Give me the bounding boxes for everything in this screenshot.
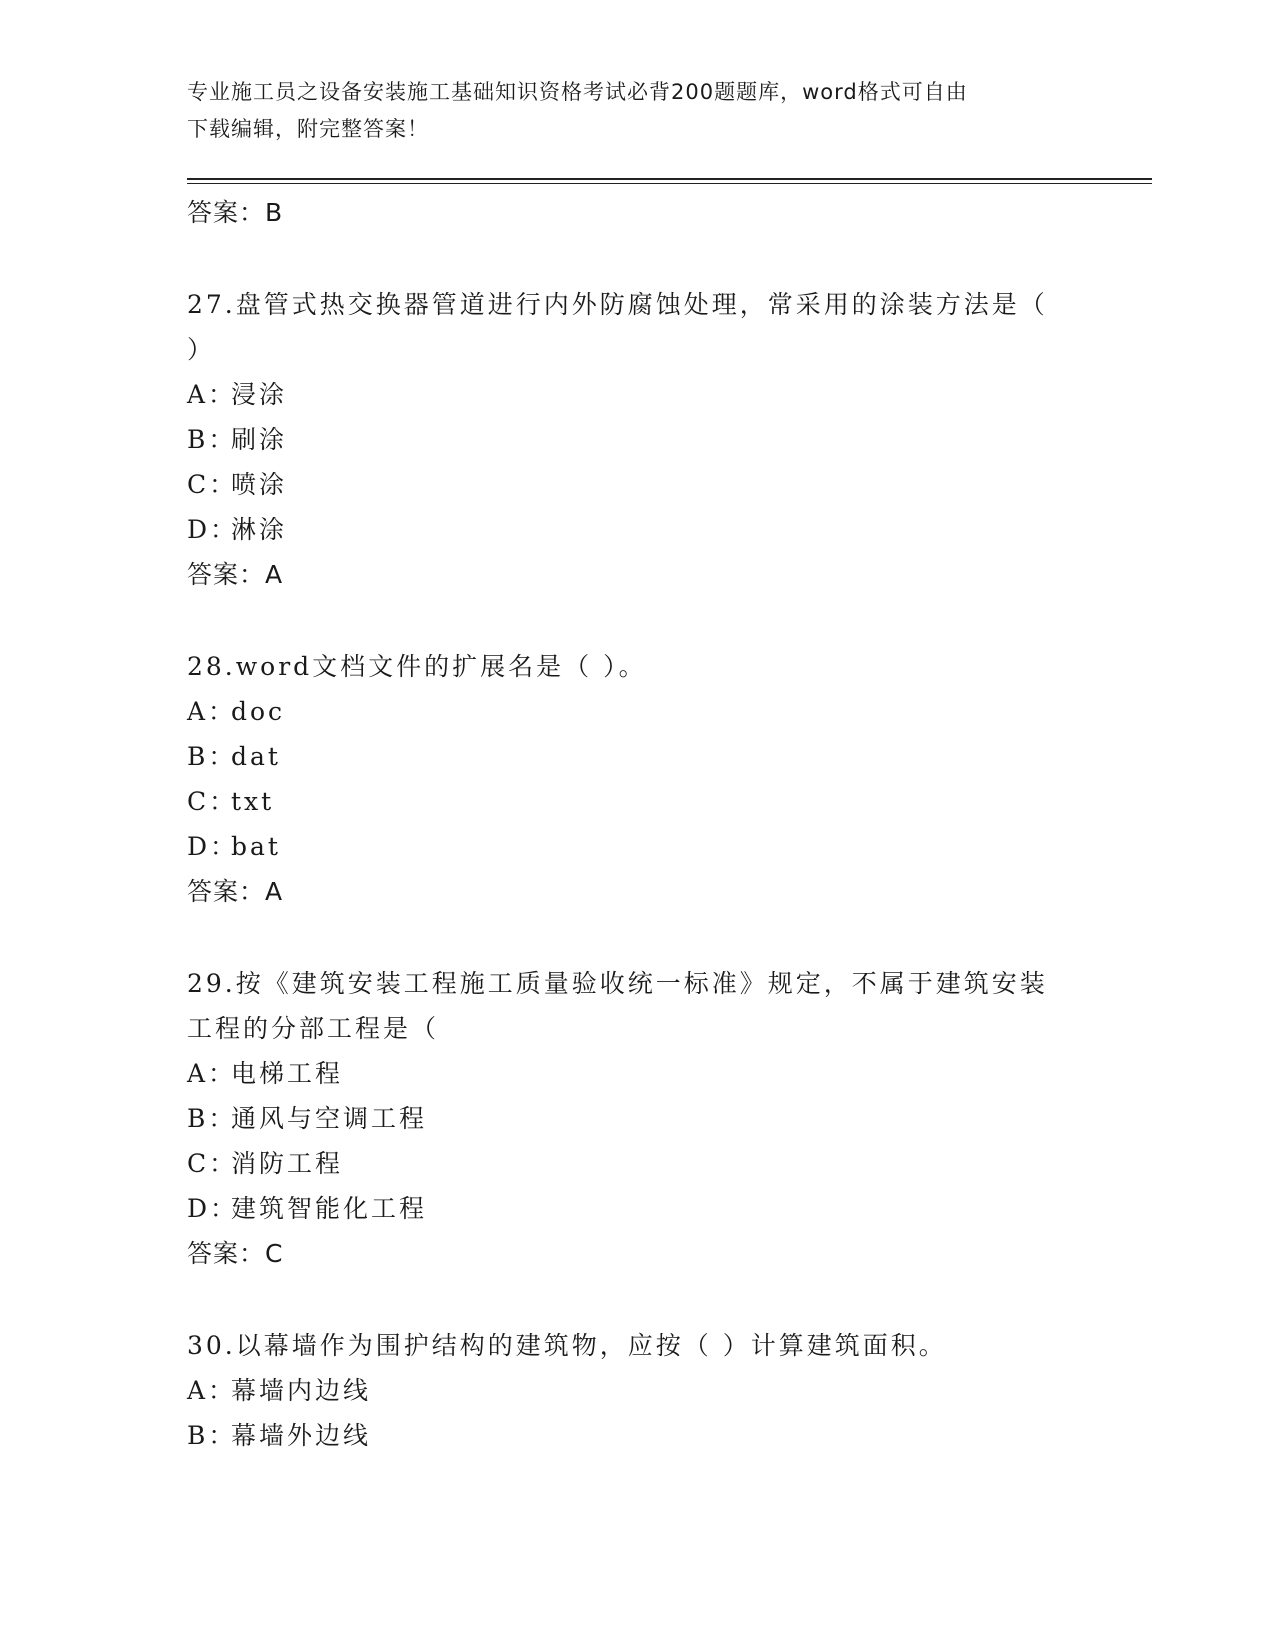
option-b (187, 1096, 1087, 1141)
option-text: bat (231, 832, 281, 861)
option-text: 电梯工程 (231, 1059, 344, 1088)
answer: 答案：C (187, 1239, 284, 1268)
header-line-2: 下载编辑，附完整答案！ (187, 117, 429, 141)
question-block (187, 644, 1087, 914)
option-label: C： (187, 1149, 238, 1178)
header-line-1: 专业施工员之设备安装施工基础知识资格考试必背200题题库，word格式可自由 (187, 80, 968, 104)
option-label: B： (187, 1104, 237, 1133)
option-label: D： (187, 515, 239, 544)
question-text-line: 27.盘管式热交换器管道进行内外防腐蚀处理，常采用的涂装方法是（ (187, 290, 1048, 319)
option-b (187, 417, 1087, 462)
question-text-line: 工程的分部工程是（ (187, 1014, 440, 1043)
option-text: txt (231, 787, 275, 816)
option-text: 建筑智能化工程 (231, 1194, 428, 1223)
option-label: A： (187, 1376, 237, 1405)
option-label: C： (187, 787, 238, 816)
option-a (187, 1368, 1087, 1413)
option-d (187, 824, 1087, 869)
option-label: B： (187, 425, 237, 454)
option-label: A： (187, 1059, 237, 1088)
question-text-line: 30.以幕墙作为围护结构的建筑物，应按（ ）计算建筑面积。 (187, 1331, 947, 1360)
answer: 答案：A (187, 877, 284, 906)
answer: 答案：A (187, 560, 284, 589)
header-divider-thin (187, 183, 1152, 184)
option-c (187, 779, 1087, 824)
question-block (187, 1323, 1087, 1458)
header-divider-thick (187, 178, 1152, 180)
option-text: 幕墙外边线 (231, 1421, 372, 1450)
option-d (187, 1186, 1087, 1231)
option-label: A： (187, 380, 237, 409)
question-text-line: 28.word文档文件的扩展名是（ ）。 (187, 652, 647, 681)
option-c (187, 462, 1087, 507)
option-text: doc (231, 697, 286, 726)
option-a (187, 372, 1087, 417)
option-a (187, 1051, 1087, 1096)
option-label: D： (187, 832, 239, 861)
option-text: 消防工程 (231, 1149, 344, 1178)
option-label: A： (187, 697, 237, 726)
option-text: 淋涂 (231, 515, 288, 544)
question-text-line: ） (187, 335, 216, 364)
option-text: 喷涂 (231, 470, 288, 499)
option-b (187, 1413, 1087, 1458)
option-label: C： (187, 470, 238, 499)
document-header (187, 74, 1067, 148)
question-block (187, 961, 1087, 1276)
option-a (187, 689, 1087, 734)
option-label: D： (187, 1194, 239, 1223)
option-c (187, 1141, 1087, 1186)
option-label: B： (187, 1421, 237, 1450)
option-b (187, 734, 1087, 779)
previous-answer: 答案：B (187, 198, 284, 227)
option-label: B： (187, 742, 237, 771)
question-list (187, 190, 1087, 1458)
option-text: 刷涂 (231, 425, 288, 454)
option-text: dat (231, 742, 281, 771)
option-d (187, 507, 1087, 552)
option-text: 通风与空调工程 (231, 1104, 428, 1133)
question-block (187, 282, 1087, 597)
option-text: 幕墙内边线 (231, 1376, 372, 1405)
option-text: 浸涂 (231, 380, 288, 409)
question-text-line: 29.按《建筑安装工程施工质量验收统一标准》规定，不属于建筑安装 (187, 969, 1048, 998)
